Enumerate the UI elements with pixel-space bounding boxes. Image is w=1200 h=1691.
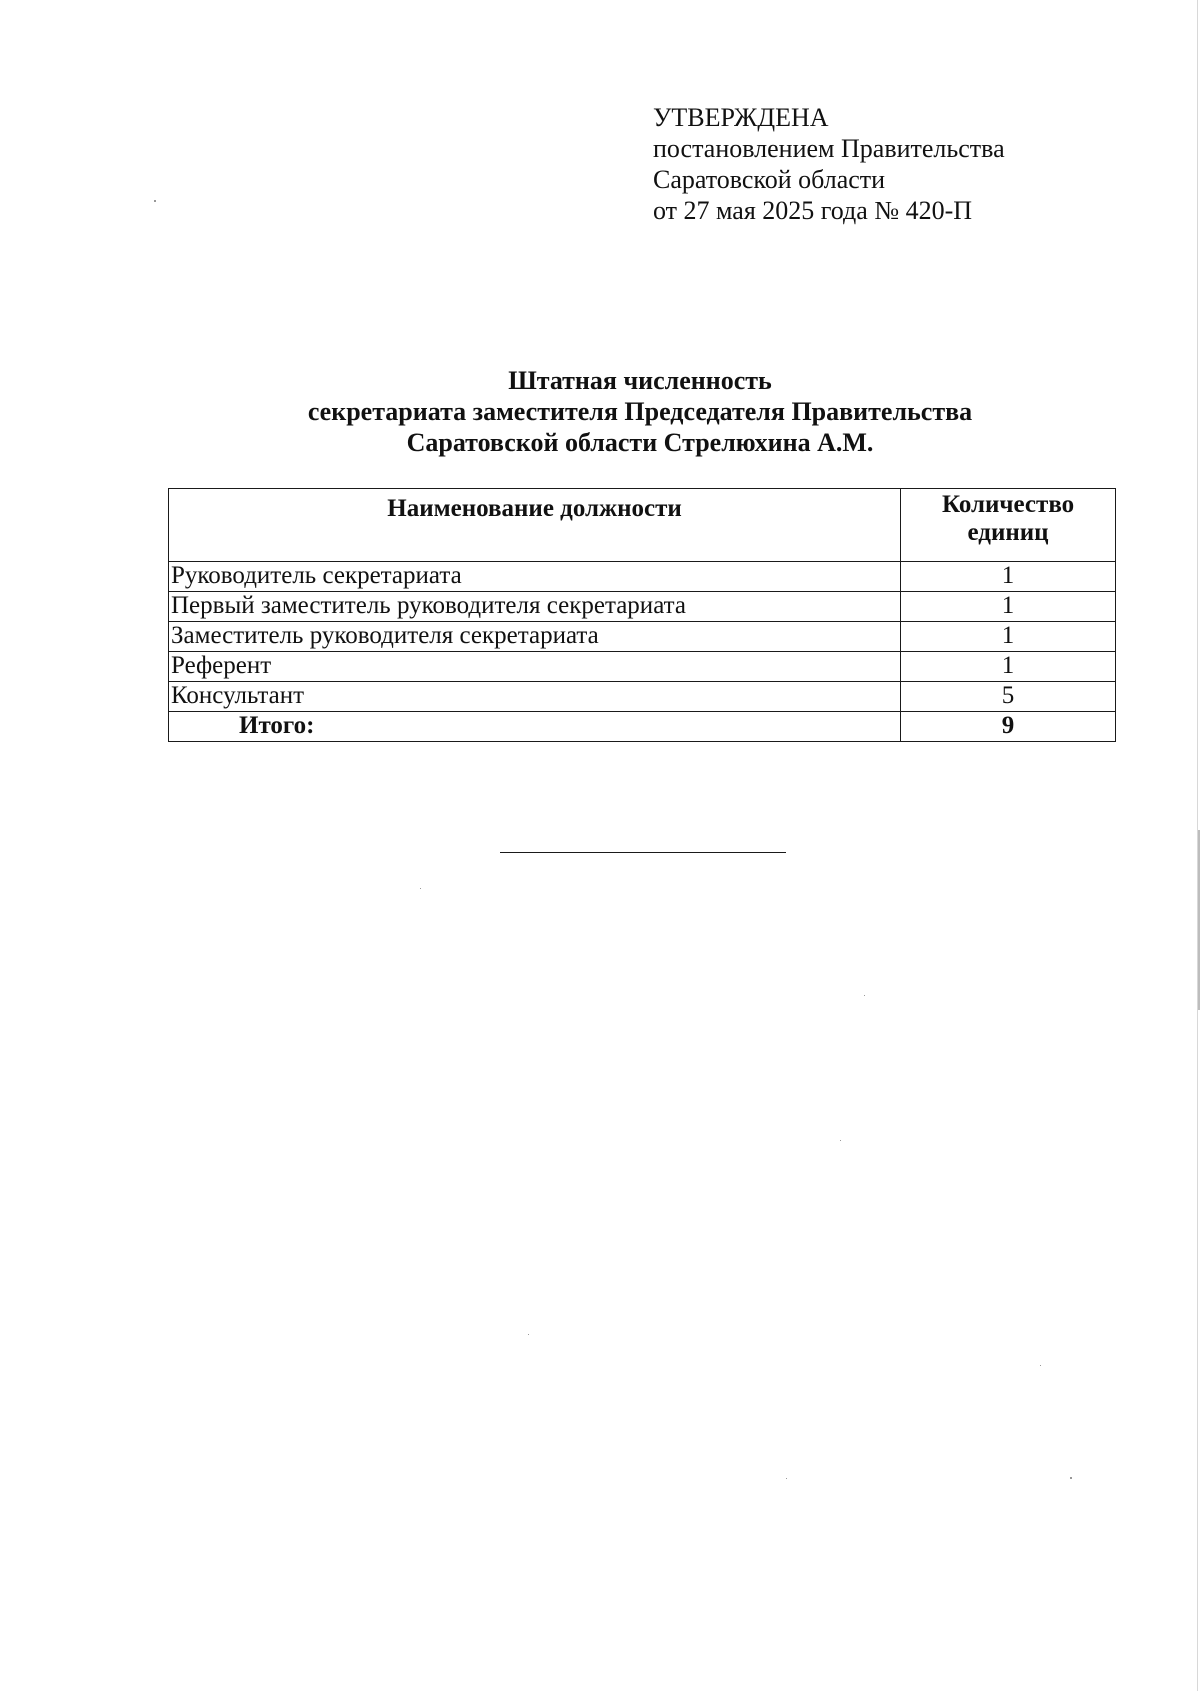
table-row <box>169 652 1116 682</box>
table-row <box>169 592 1116 622</box>
table-row <box>169 682 1116 712</box>
title-line-3: Саратовской области Стрелюхина А.М. <box>406 428 874 457</box>
total-label: Итого: <box>169 712 901 742</box>
scan-speck <box>154 200 156 202</box>
approval-line-3: Саратовской области <box>653 165 886 194</box>
header-unit-count-line-2: единиц <box>967 519 1049 546</box>
header-position-name: Наименование должности <box>169 489 901 562</box>
title-line-1: Штатная численность <box>508 366 772 395</box>
scan-speck <box>864 995 865 996</box>
position-name: Консультант <box>169 682 901 712</box>
scan-speck <box>786 1478 787 1479</box>
scan-speck <box>1040 1365 1041 1366</box>
table-total-row <box>169 712 1116 742</box>
position-name: Руководитель секретариата <box>169 562 901 592</box>
unit-count: 1 <box>901 622 1116 652</box>
table-row <box>169 562 1116 592</box>
approval-line-4: от 27 мая 2025 года № 420-П <box>653 196 973 225</box>
scan-speck <box>528 1334 529 1335</box>
approval-line-2: постановлением Правительства <box>653 134 1005 163</box>
position-name: Заместитель руководителя секретариата <box>169 622 901 652</box>
position-name: Референт <box>169 652 901 682</box>
position-name: Первый заместитель руководителя секретариата <box>169 592 901 622</box>
approval-line-1: УТВЕРЖДЕНА <box>653 103 829 132</box>
document-end-line <box>500 852 786 853</box>
header-unit-count <box>901 489 1116 562</box>
document-title <box>150 365 1130 458</box>
total-count: 9 <box>901 712 1116 742</box>
header-unit-count-line-1: Количество <box>941 491 1075 518</box>
unit-count: 1 <box>901 652 1116 682</box>
staff-table <box>168 488 1116 742</box>
unit-count: 5 <box>901 682 1116 712</box>
scan-speck <box>420 888 421 889</box>
approval-stamp <box>653 102 1005 226</box>
table-row <box>169 622 1116 652</box>
unit-count: 1 <box>901 592 1116 622</box>
scan-speck <box>840 1140 841 1141</box>
table-header-row <box>169 489 1116 562</box>
unit-count: 1 <box>901 562 1116 592</box>
title-line-2: секретариата заместителя Председателя Правительства <box>307 397 973 426</box>
scan-speck <box>1070 1477 1072 1479</box>
